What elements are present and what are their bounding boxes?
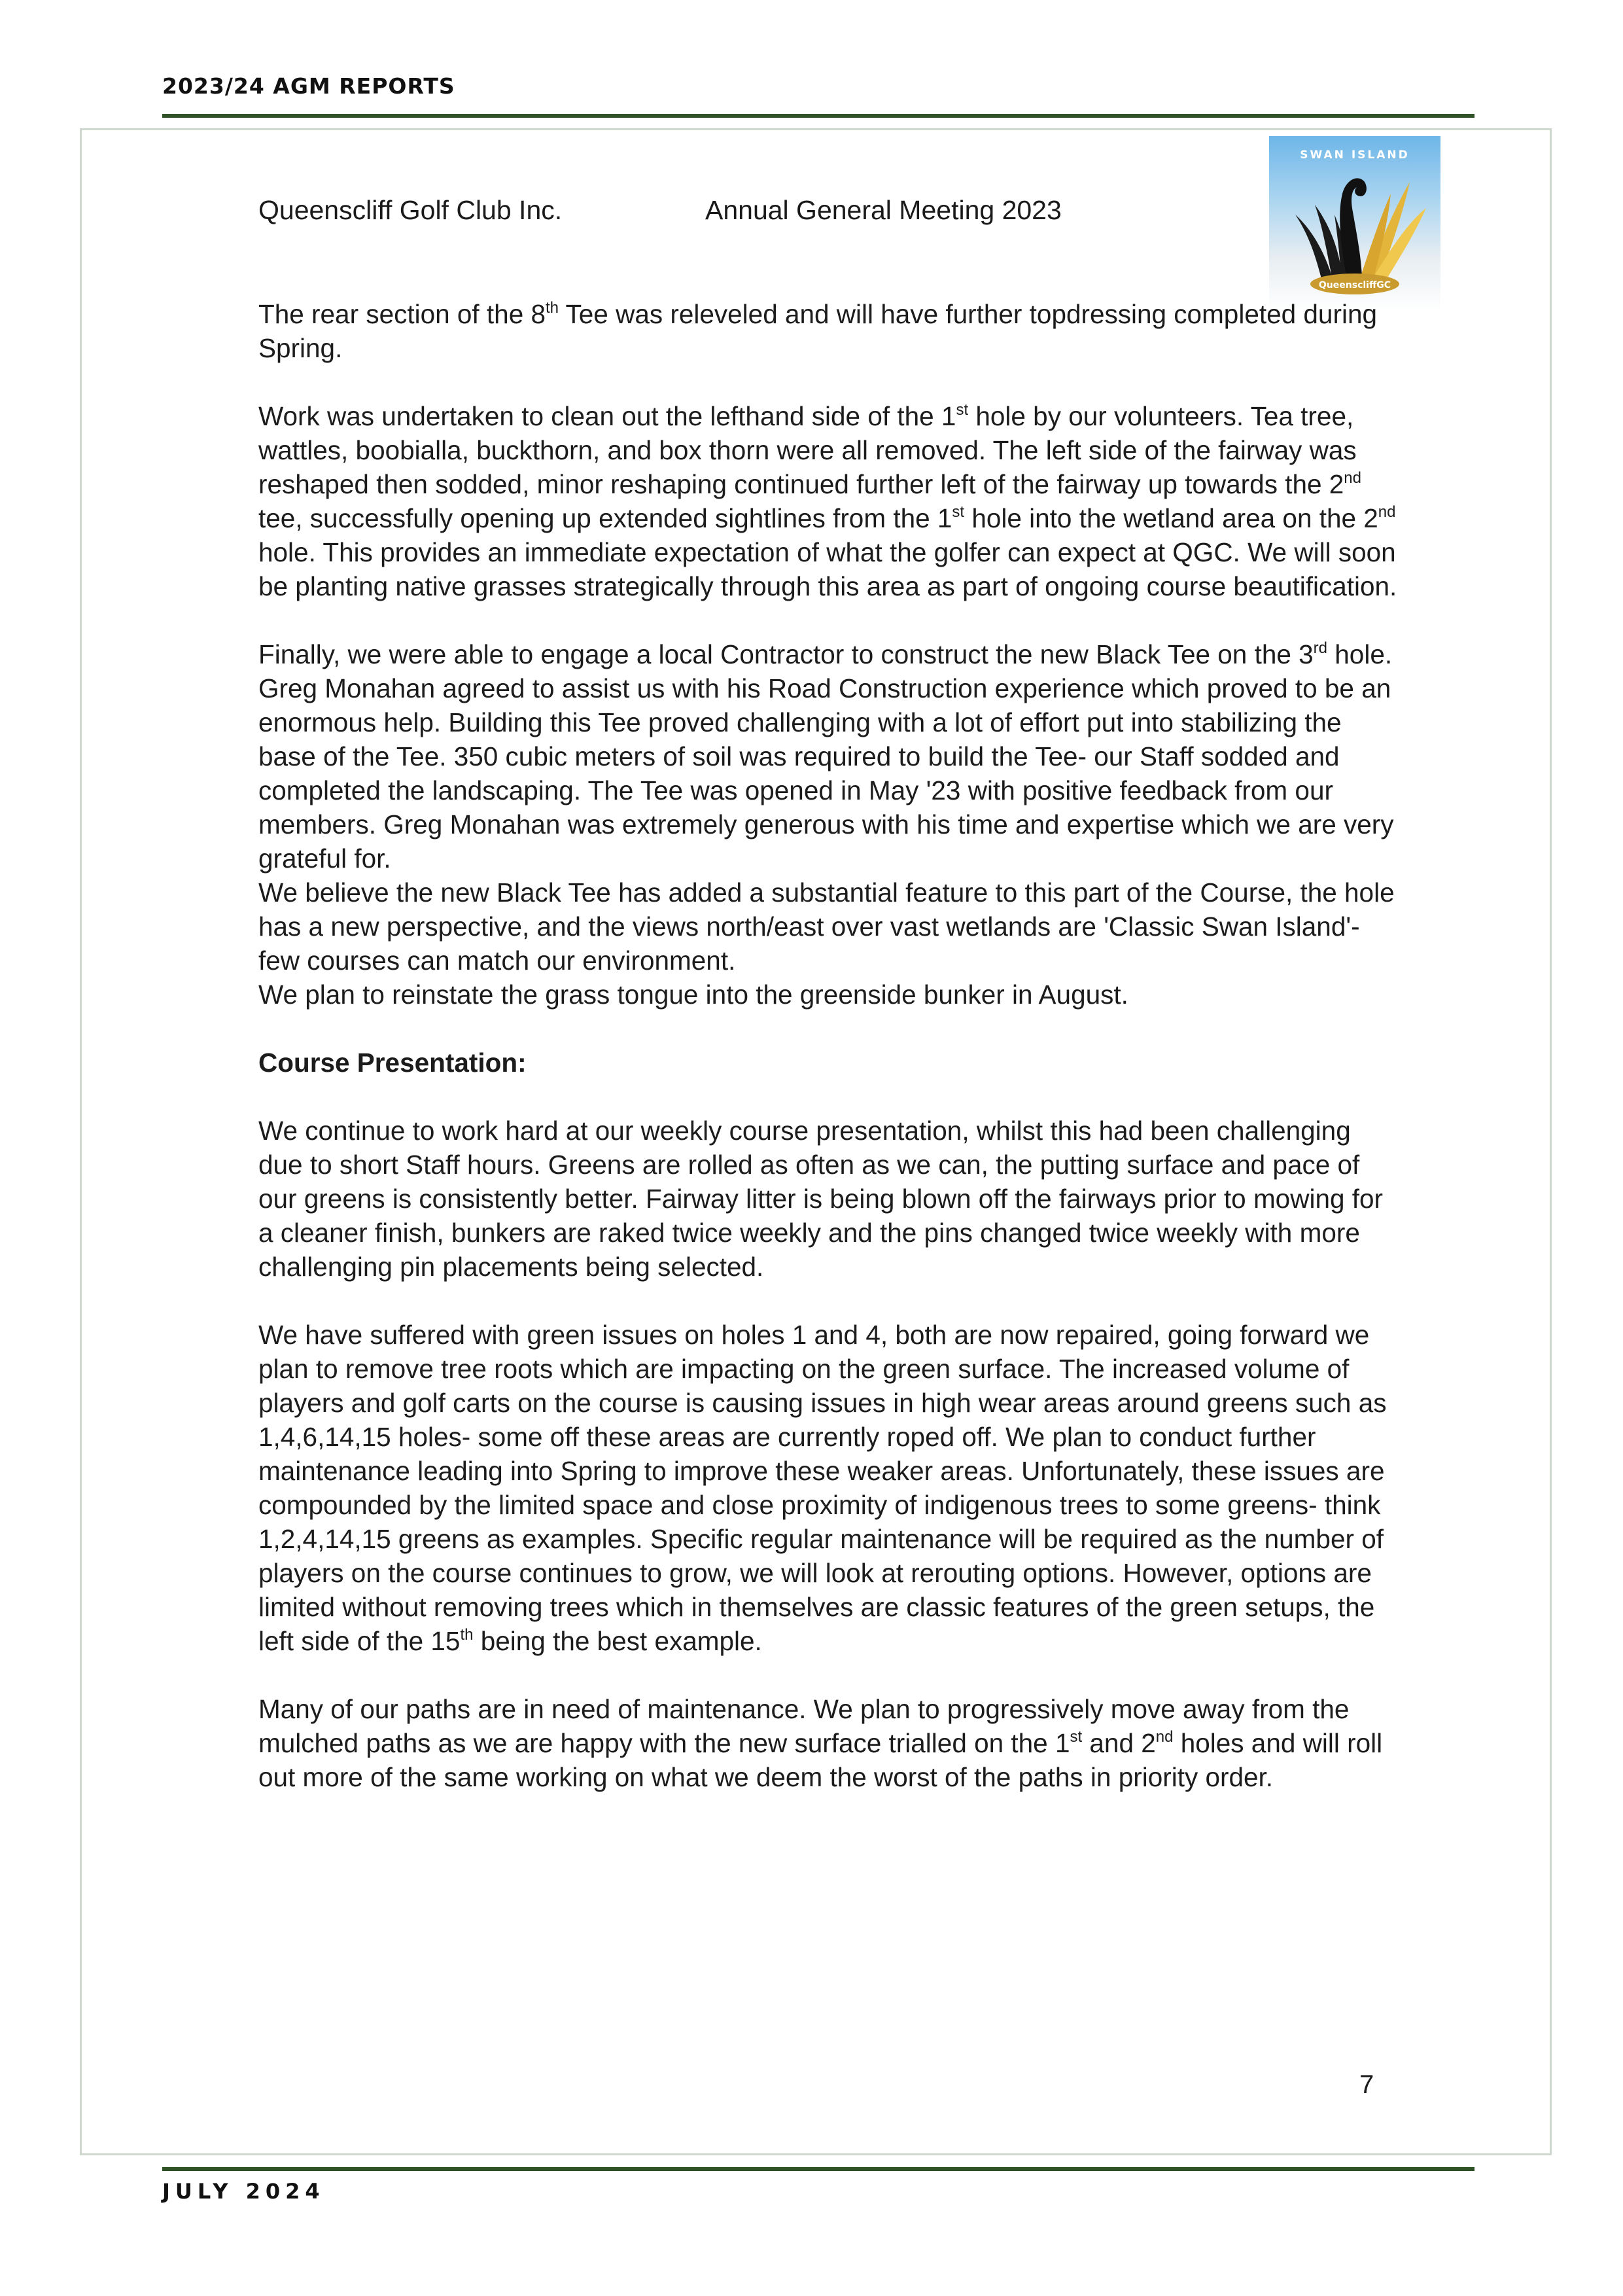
section-heading-course-presentation: Course Presentation: [258,1048,527,1078]
paragraph-weekly-presentation: We continue to work hard at our weekly course presentation, whilst this had been challenging due to short Staff hours. Greens are rolled as often as we can, the putting surface and pace of our greens is consistently better. Fairway litter is being blown off the fairways prior to mowing for a cleaner finish, bunkers are raked twice weekly and the pins changed twice weekly with more challenging pin placements being selected. [258,1116,1384,1282]
organization-name: Queenscliff Golf Club Inc. [258,195,563,225]
footer-date: JULY 2024 [162,2179,325,2204]
document-header [258,195,1062,226]
report-body [258,297,1400,1794]
paragraph-8th-tee: The rear section of the 8th Tee was releveled and will have further topdressing completed during Spring. [258,299,1377,363]
swan-logo-icon [1269,136,1440,311]
report-header: 2023/24 AGM REPORTS [162,73,455,99]
paragraph-grass-tongue: We plan to reinstate the grass tongue into the greenside bunker in August. [258,980,1128,1010]
logo-top-text: SWAN ISLAND [1300,149,1410,162]
meeting-title: Annual General Meeting 2023 [705,195,1062,225]
paragraph-green-issues: We have suffered with green issues on holes 1 and 4, both are now repaired, going forward we plan to remove tree roots which are impacting on the green surface. The increased volume of players and golf carts on the course is causing issues in high wear areas around greens such as 1,4,6,14,15 holes- some off these areas are currently roped off. We plan to conduct further maintenance leading into Spring to improve these weaker areas. Unfortunately, these issues are compounded by the limited space and close proximity of indigenous trees to some greens- think 1,2,4,14,15 greens as examples. Specific regular maintenance will be required as the number of players on the course continues to grow, we will look at rerouting options. However, options are limited without removing trees which in themselves are classic features of the green setups, the left side of the 15th being the best example. [258,1320,1387,1656]
footer-divider [162,2167,1475,2171]
paragraph-1st-hole: Work was undertaken to clean out the lefthand side of the 1st hole by our volunteers. Tea tree, wattles, boobialla, buckthorn, and box thorn were all removed. The left side of the fairway was reshaped then sodded, minor reshaping continued further left of the fairway up towards the 2nd tee, successfully opening up extended sightlines from the 1st hole into the wetland area on the 2nd hole. This provides an immediate expectation of what the golfer can expect at QGC. We will soon be planting native grasses strategically through this area as part of ongoing course beautification. [258,401,1397,601]
logo-badge-text: QueenscliffGC [1318,280,1391,291]
paragraph-black-tee-feature: We believe the new Black Tee has added a substantial feature to this part of the Course, the hole has a new perspective, and the views north/east over vast wetlands are 'Classic Swan Island'- few courses can match our environment. [258,877,1395,976]
paragraph-black-tee: Finally, we were able to engage a local Contractor to construct the new Black Tee on the 3rd hole. Greg Monahan agreed to assist us with his Road Construction experience which proved to be an enormous help. Building this Tee proved challenging with a lot of effort put into stabilizing the base of the Tee. 350 cubic meters of soil was required to build the Tee- our Staff sodded and completed the landscaping. The Tee was opened in May '23 with positive feedback from our members. Greg Monahan was extremely generous with his time and expertise which we are very grateful for. [258,639,1394,874]
paragraph-paths: Many of our paths are in need of maintenance. We plan to progressively move away from the mulched paths as we are happy with the new surface trialled on the 1st and 2nd holes and will roll out more of the same working on what we deem the worst of the paths in priority order. [258,1694,1383,1792]
page-number: 7 [1359,2070,1374,2099]
header-divider [162,114,1475,118]
